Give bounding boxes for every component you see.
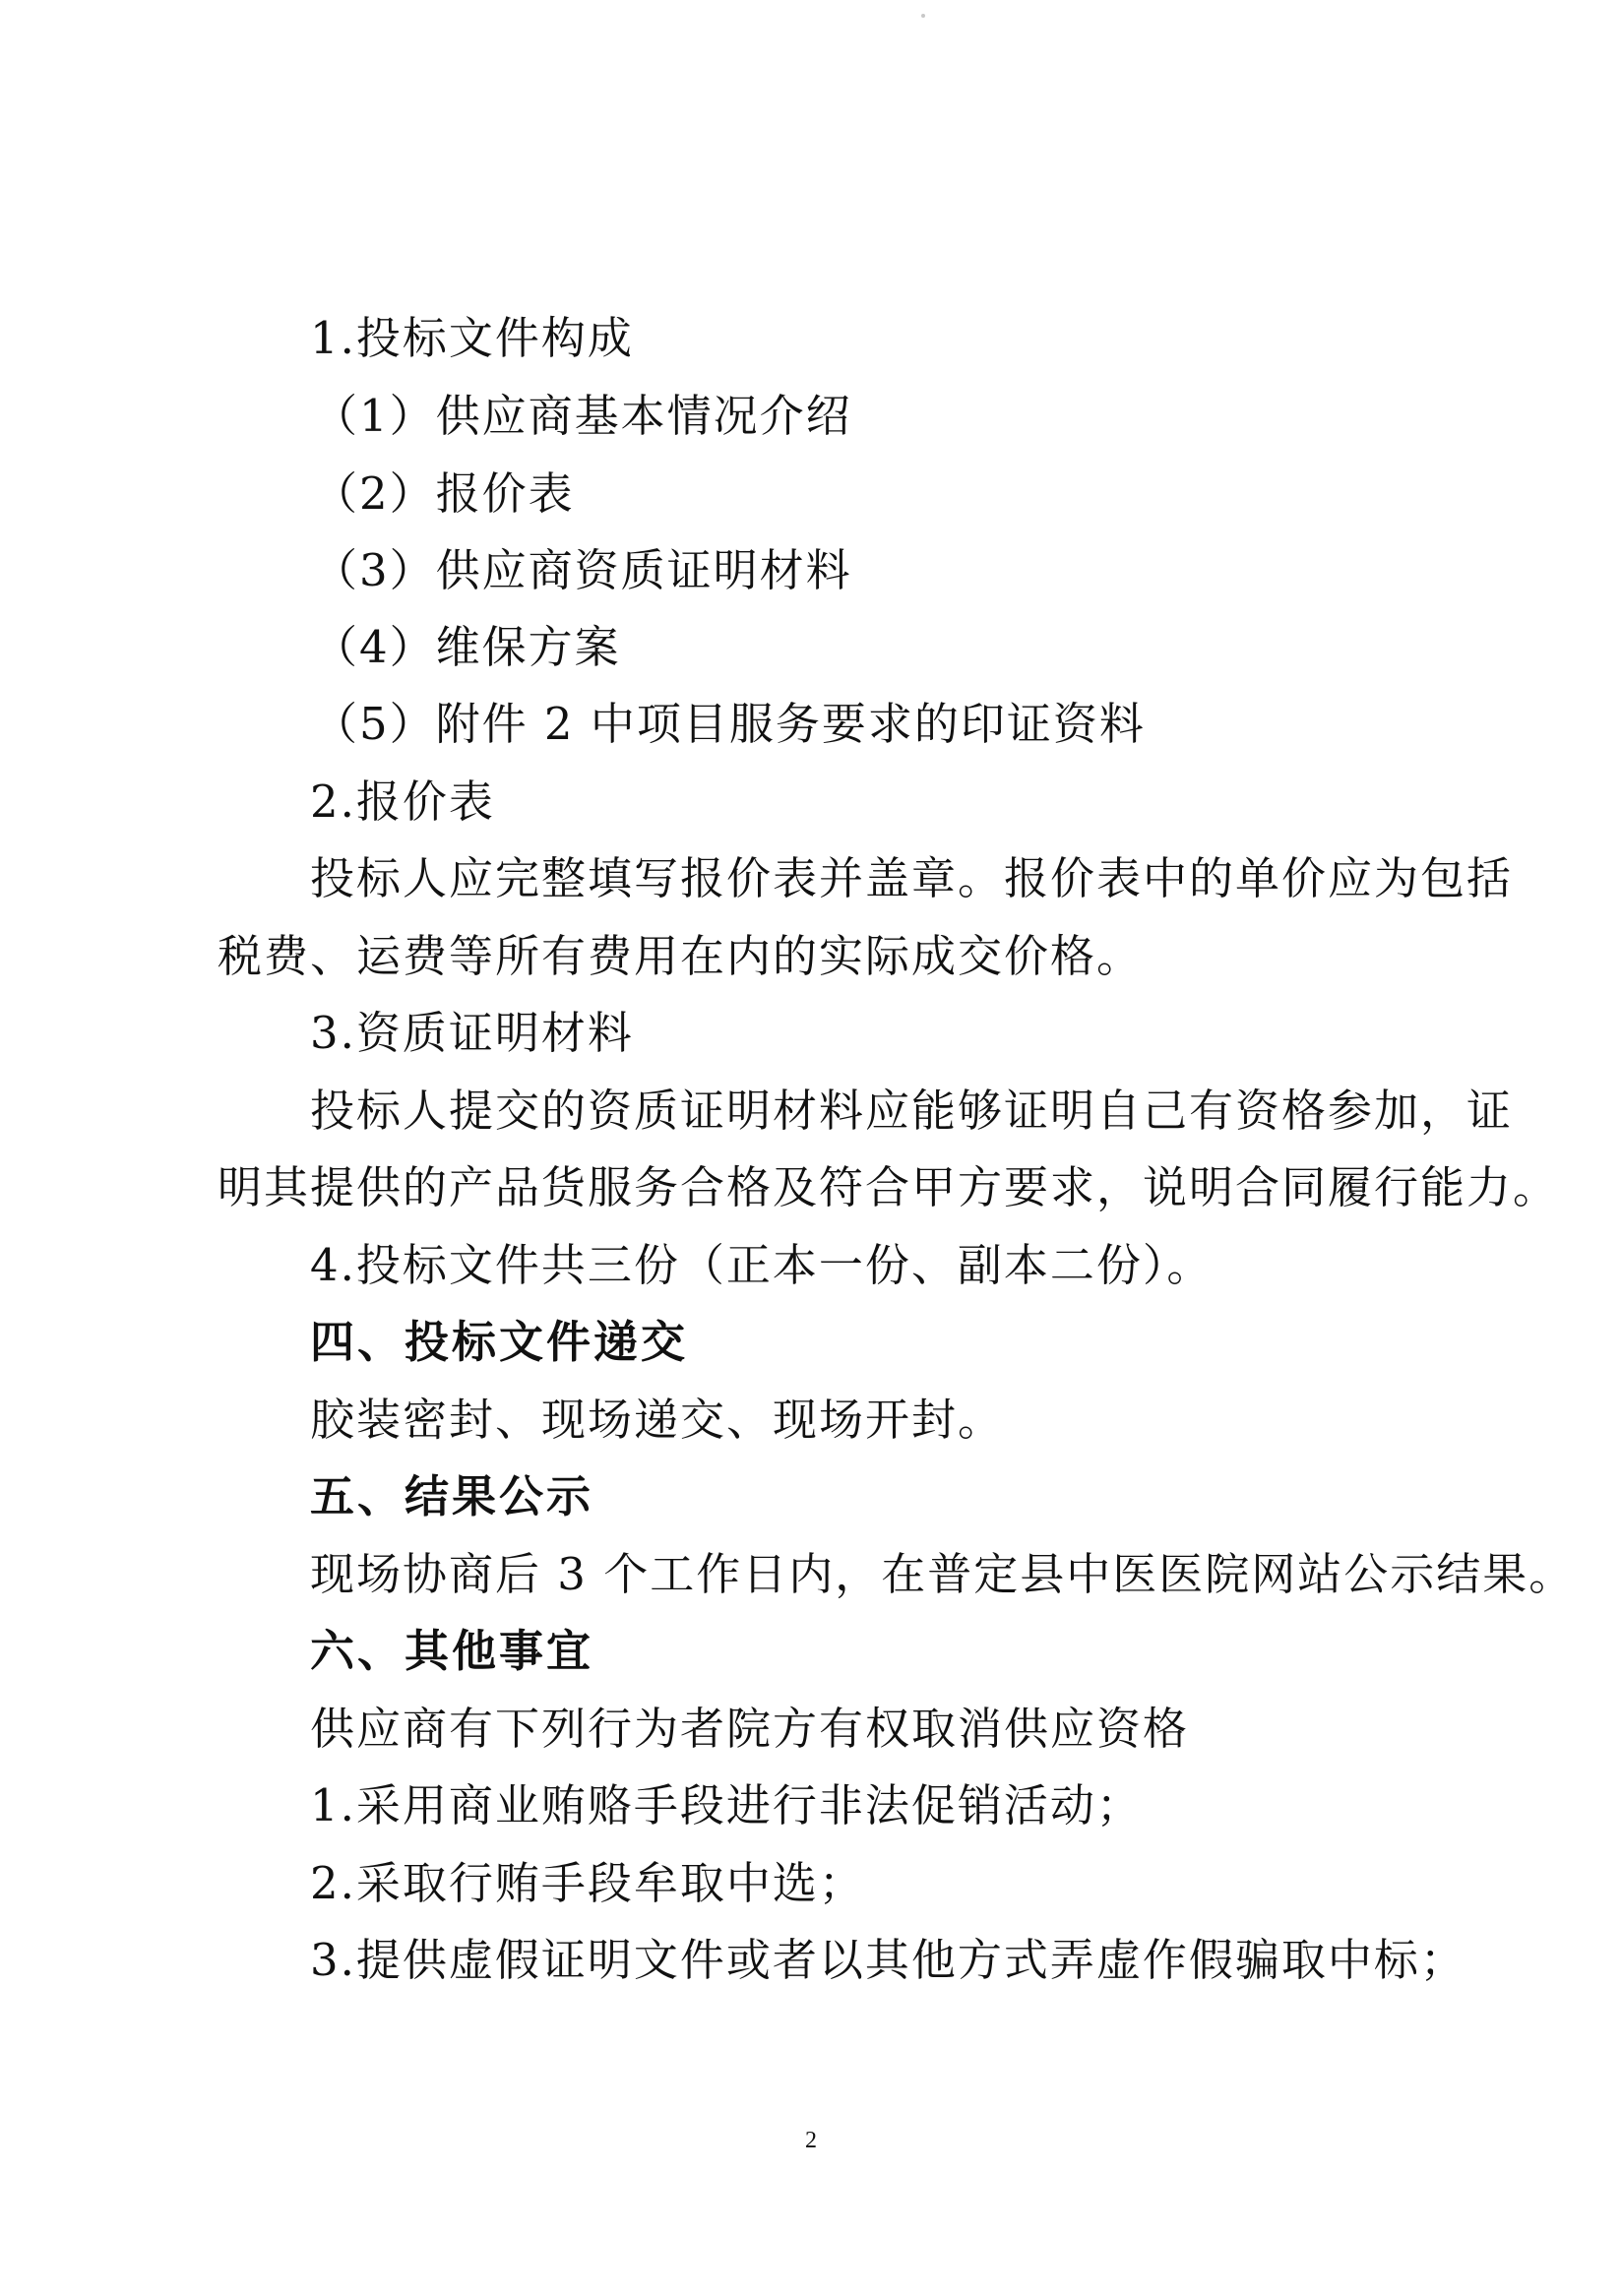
item-1-5-attachment-evidence: （5）附件 2 中项目服务要求的印证资料 [313,698,1146,750]
paragraph-qualification-line-2: 明其提供的产品货服务合格及符合甲方要求，说明合同履行能力。 [218,1161,1560,1213]
page-number: 2 [805,2128,817,2153]
other-item-2-bribery-selection: 2.采取行贿手段牟取中选； [310,1857,865,1909]
item-2-quotation-form: 2.报价表 [310,776,495,828]
paragraph-other-matters: 供应商有下列行为者院方有权取消供应资格 [310,1703,1190,1755]
paragraph-submission: 胶装密封、现场递交、现场开封。 [310,1394,1005,1446]
paragraph-quotation-line-1: 投标人应完整填写报价表并盖章。报价表中的单价应为包括 [310,852,1514,904]
item-4-copies: 4.投标文件共三份（正本一份、副本二份）。 [310,1239,1214,1291]
paragraph-result-notice: 现场协商后 3 个工作日内，在普定县中医医院网站公示结果。 [310,1548,1576,1600]
item-1-2-quotation-form: （2）报价表 [313,467,575,520]
paragraph-qualification-line-1: 投标人提交的资质证明材料应能够证明自己有资格参加，证 [310,1085,1514,1137]
paragraph-quotation-line-2: 税费、运费等所有费用在内的实际成交价格。 [218,930,1144,982]
other-item-1-bribery: 1.采用商业贿赂手段进行非法促销活动； [310,1779,1143,1831]
other-item-3-false-documents: 3.提供虚假证明文件或者以其他方式弄虚作假骗取中标； [310,1934,1466,1986]
item-1-bid-document-composition: 1.投标文件构成 [310,312,634,364]
section-heading-submission: 四、投标文件递交 [310,1316,689,1368]
section-heading-other-matters: 六、其他事宜 [310,1625,594,1677]
item-1-3-qualification-materials: （3）供应商资质证明材料 [313,544,852,596]
section-heading-result-notice: 五、结果公示 [310,1470,594,1522]
scan-speck [921,14,925,18]
item-1-4-maintenance-plan: （4）维保方案 [313,621,621,673]
item-3-qualification-materials: 3.资质证明材料 [310,1007,634,1059]
item-1-1-supplier-introduction: （1）供应商基本情况介绍 [313,390,852,442]
